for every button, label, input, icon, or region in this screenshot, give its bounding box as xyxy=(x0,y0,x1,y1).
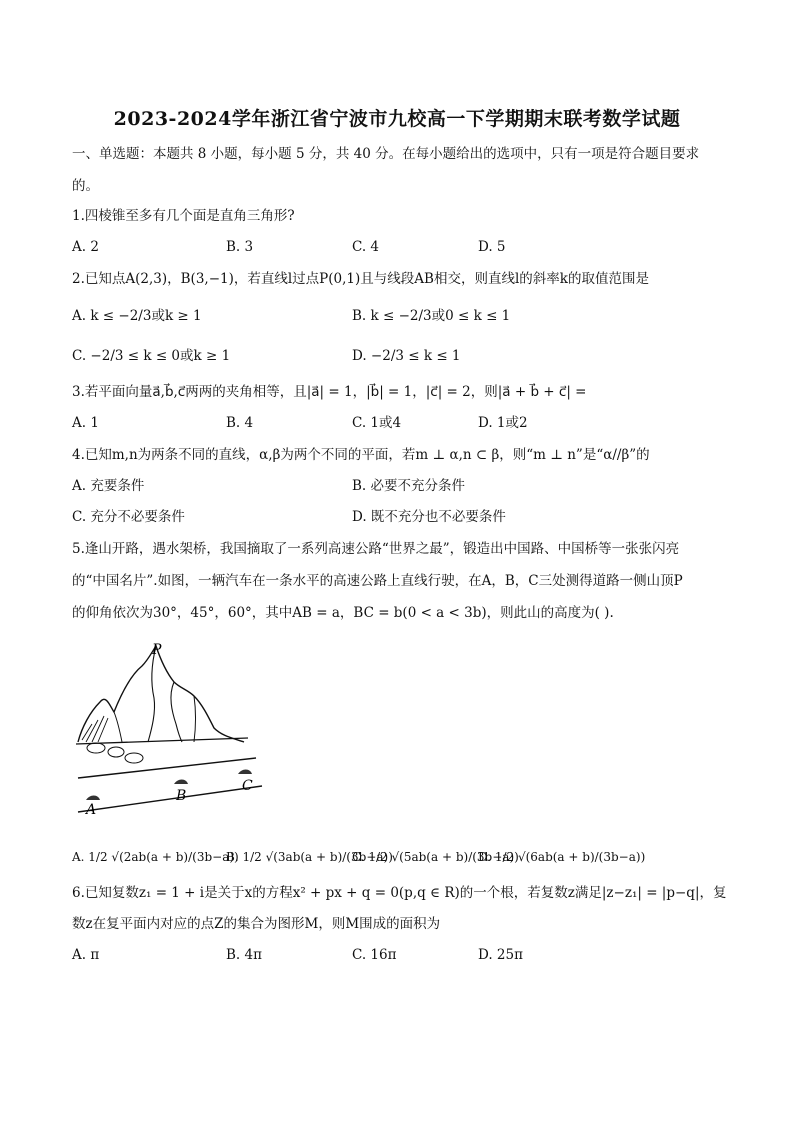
mountain-ridge-1 xyxy=(148,646,156,742)
label-c: C xyxy=(242,778,253,794)
rock-2 xyxy=(108,747,124,757)
marker-c-icon xyxy=(238,770,252,775)
q1-stem: 1.四棱锥至多有几个面是直角三角形? xyxy=(72,208,295,224)
q4-option-d: D. 既不充分也不必要条件 xyxy=(352,509,506,525)
mountain-ridge-2 xyxy=(171,682,182,742)
q4-option-a: A. 充要条件 xyxy=(72,478,145,494)
q1-option-b: B. 3 xyxy=(226,239,254,255)
ground-line xyxy=(76,738,248,744)
q4-option-c: C. 充分不必要条件 xyxy=(72,509,185,525)
mountain-ridge-3 xyxy=(114,712,122,742)
q1-option-c: C. 4 xyxy=(352,239,380,255)
rock-3 xyxy=(125,753,143,763)
rock-1 xyxy=(87,743,105,753)
q3-stem: 3.若平面向量a⃗,b⃗,c⃗两两的夹角相等，且|a⃗| = 1，|b⃗| = 1，|c⃗| = 2，则|a⃗ + b⃗ + c⃗| = xyxy=(72,384,587,400)
label-p: P xyxy=(152,642,162,658)
page-title: 2023-2024学年浙江省宁波市九校高一下学期期末联考数学试题 xyxy=(113,108,681,130)
q1-option-d: D. 5 xyxy=(478,239,506,255)
q3-option-d: D. 1或2 xyxy=(478,415,528,431)
q2-option-c: C. −2/3 ≤ k ≤ 0或k ≥ 1 xyxy=(72,348,231,364)
q2-option-b: B. k ≤ −2/3或0 ≤ k ≤ 1 xyxy=(352,308,511,324)
q6-option-c: C. 16π xyxy=(352,947,397,963)
mountain-outline xyxy=(78,646,244,742)
label-a: A xyxy=(86,802,97,818)
q3-option-b: B. 4 xyxy=(226,415,254,431)
label-b: B xyxy=(176,788,187,804)
q6-option-d: D. 25π xyxy=(478,947,523,963)
road-edge-bottom xyxy=(78,786,262,812)
q6-stem-line2: 数z在复平面内对应的点Z的集合为图形M，则M围成的面积为 xyxy=(72,916,441,932)
section-heading-line1: 一、单选题：本题共 8 小题，每小题 5 分，共 40 分。在每小题给出的选项中，只有一项是符合题目要求 xyxy=(72,146,700,162)
section-heading-line2: 的。 xyxy=(72,178,99,194)
mountain-sketch xyxy=(72,632,272,832)
marker-a-icon xyxy=(86,796,100,801)
q2-option-d: D. −2/3 ≤ k ≤ 1 xyxy=(352,348,461,364)
mountain-road-figure xyxy=(72,632,272,832)
q3-option-a: A. 1 xyxy=(72,415,99,431)
q6-stem-line1: 6.已知复数z₁ = 1 + i是关于x的方程x² + px + q = 0(p,q ∈ R)的一个根，若复数z满足|z−z₁| = |p−q|，复 xyxy=(72,885,727,901)
q5-stem-line1: 5.逢山开路，遇水架桥，我国摘取了一系列高速公路“世界之最”，锻造出中国路、中国桥等一张张闪亮 xyxy=(72,541,680,557)
q4-option-b: B. 必要不充分条件 xyxy=(352,478,466,494)
q6-option-a: A. π xyxy=(72,947,100,963)
mountain-ridge-4 xyxy=(194,696,196,742)
q5-stem-line2: 的“中国名片”.如图，一辆汽车在一条水平的高速公路上直线行驶，在A，B，C三处测得道路一侧山顶P xyxy=(72,573,683,589)
q6-option-b: B. 4π xyxy=(226,947,262,963)
road-edge-top xyxy=(78,758,256,778)
marker-b-icon xyxy=(174,780,188,785)
q5-option-d: D. 1/2 √(6ab(a + b)/(3b−a)) xyxy=(478,850,646,864)
q4-stem: 4.已知m,n为两条不同的直线，α,β为两个不同的平面，若m ⊥ α,n ⊂ β，则“m ⊥ n”是“α//β”的 xyxy=(72,447,650,463)
q1-option-a: A. 2 xyxy=(72,239,99,255)
q2-option-a: A. k ≤ −2/3或k ≥ 1 xyxy=(72,308,202,324)
q5-option-b: B. 1/2 √(3ab(a + b)/(3b−a)) xyxy=(226,850,393,864)
q5-stem-line3: 的仰角依次为30°，45°，60°，其中AB = a，BC = b(0 < a < 3b)，则此山的高度为( ). xyxy=(72,605,614,621)
q3-option-c: C. 1或4 xyxy=(352,415,402,431)
q2-stem: 2.已知点A(2,3)，B(3,−1)，若直线l过点P(0,1)且与线段AB相交，则直线l的斜率k的取值范围是 xyxy=(72,271,649,287)
q5-option-c: C. 1/2 √(5ab(a + b)/(3b−a)) xyxy=(352,850,519,864)
q5-option-a: A. 1/2 √(2ab(a + b)/(3b−a)) xyxy=(72,850,239,864)
